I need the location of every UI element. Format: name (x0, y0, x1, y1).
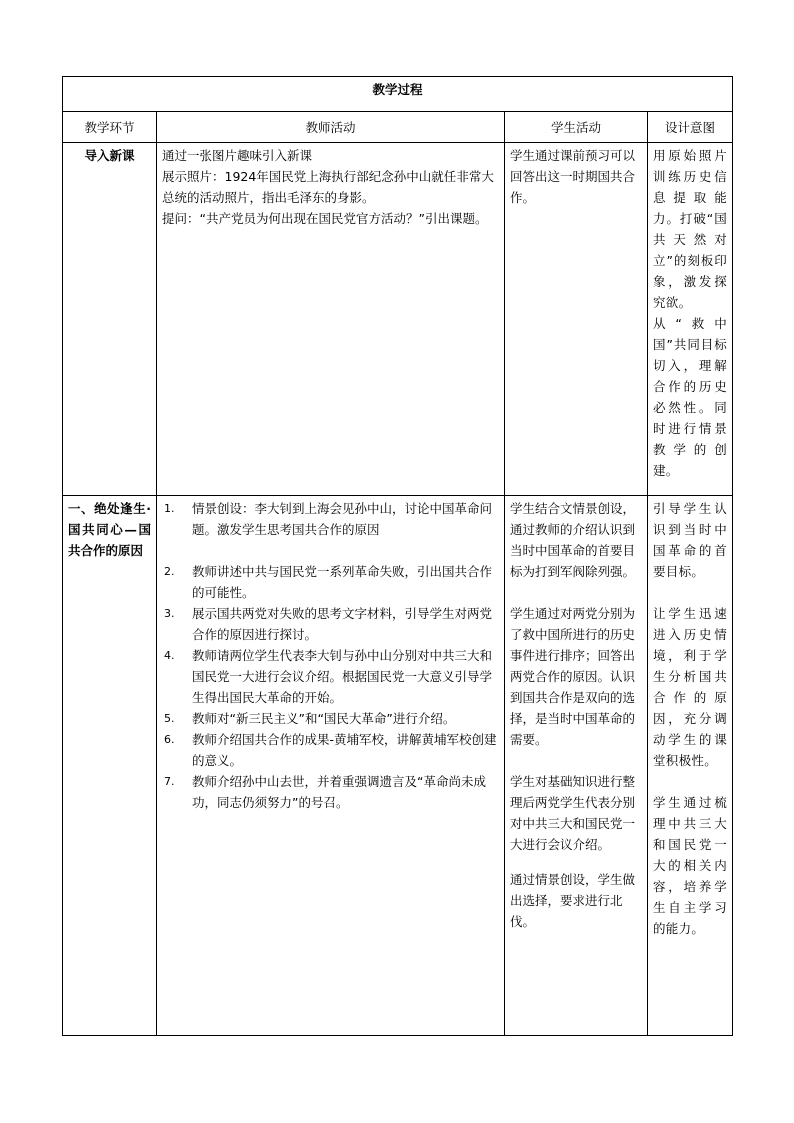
intent-text: 让学生迅速进入历史情境，利于学生分析国共合作的原因，充分调动学生的课堂积极性。 (653, 606, 728, 768)
table-title: 教学过程 (63, 77, 733, 112)
list-item: 5. 教师对“新三民主义”和“国民大革命”进行介绍。 (164, 711, 456, 726)
intent-text: 引导学生认识到当时中国革命的首要目标。 (653, 501, 728, 579)
list-item: 4. 教师请两位学生代表李大钊与孙中山分别对中共三大和国民党一大进行会议介绍。根据国民党一大意义引导学生得出国民大革命的开始。 (164, 648, 493, 705)
stage-cell: 导入新课 (63, 143, 157, 496)
teacher-line: 提问：“共产党员为何出现在国民党官方活动？”引出课题。 (162, 211, 488, 226)
intent-text: 学生通过梳理中共三大和国民党一大的相关内容，培养学生自主学习的能力。 (653, 795, 728, 936)
header-row (63, 112, 733, 143)
table-row (63, 143, 733, 496)
stage-cell: 一、绝处逢生·国共同心—国共合作的原因 (63, 496, 157, 1036)
teacher-activity-cell (157, 496, 505, 1036)
teaching-process-table (62, 76, 733, 1036)
header-teacher: 教师活动 (157, 112, 505, 143)
table-row (63, 496, 733, 1036)
student-text: 学生通过对两党分别为了救中国所进行的历史事件进行排序；回答出两党合作的原因。认识到国共合作是双向的选择，是当时中国革命的需要。 (510, 606, 636, 747)
student-text: 通过情景创设，学生做出选择，要求进行北伐。 (510, 872, 636, 929)
teacher-line: 通过一张图片趣味引入新课 (162, 148, 313, 163)
list-item: 2. 教师讲述中共与国民党一系列革命失败，引出国共合作的可能性。 (164, 564, 493, 600)
list-item: 7. 教师介绍孙中山去世，并着重强调遗言及“革命尚未成功，同志仍须努力”的号召。 (164, 774, 486, 810)
table-title-row (63, 77, 733, 112)
design-intent-cell (648, 143, 733, 496)
intent-text: 从“救中国”共同目标切入，理解合作的历史必然性。同时进行情景教学的创建。 (653, 316, 728, 478)
student-activity-cell (505, 496, 648, 1036)
student-text: 学生通过课前预习可以回答出这一时期国共合作。 (510, 148, 636, 205)
intent-text: 用原始照片训练历史信息提取能力。打破“国共天然对立”的刻板印象，激发探究欲。 (653, 148, 728, 310)
list-item: 3. 展示国共两党对失败的思考文字材料，引导学生对两党合作的原因进行探讨。 (164, 606, 493, 642)
header-stage: 教学环节 (63, 112, 157, 143)
design-intent-cell (648, 496, 733, 1036)
teacher-line: 展示照片：1924年国民党上海执行部纪念孙中山就任非常大总统的活动照片，指出毛泽东的身影。 (162, 169, 494, 205)
student-activity-cell (505, 143, 648, 496)
header-student: 学生活动 (505, 112, 648, 143)
list-item: 1. 情景创设：李大钊到上海会见孙中山，讨论中国革命问题。激发学生思考国共合作的原因 (164, 501, 493, 537)
list-item: 6. 教师介绍国共合作的成果-黄埔军校，讲解黄埔军校创建的意义。 (164, 732, 497, 768)
header-intent: 设计意图 (648, 112, 733, 143)
student-text: 学生结合文情景创设，通过教师的介绍认识到当时中国革命的首要目标为打到军阀除列强。 (510, 501, 636, 579)
student-text: 学生对基础知识进行整理后两党学生代表分别对中共三大和国民党一大进行会议介绍。 (510, 774, 636, 852)
teacher-steps-list (162, 498, 499, 813)
teacher-activity-cell (157, 143, 505, 496)
